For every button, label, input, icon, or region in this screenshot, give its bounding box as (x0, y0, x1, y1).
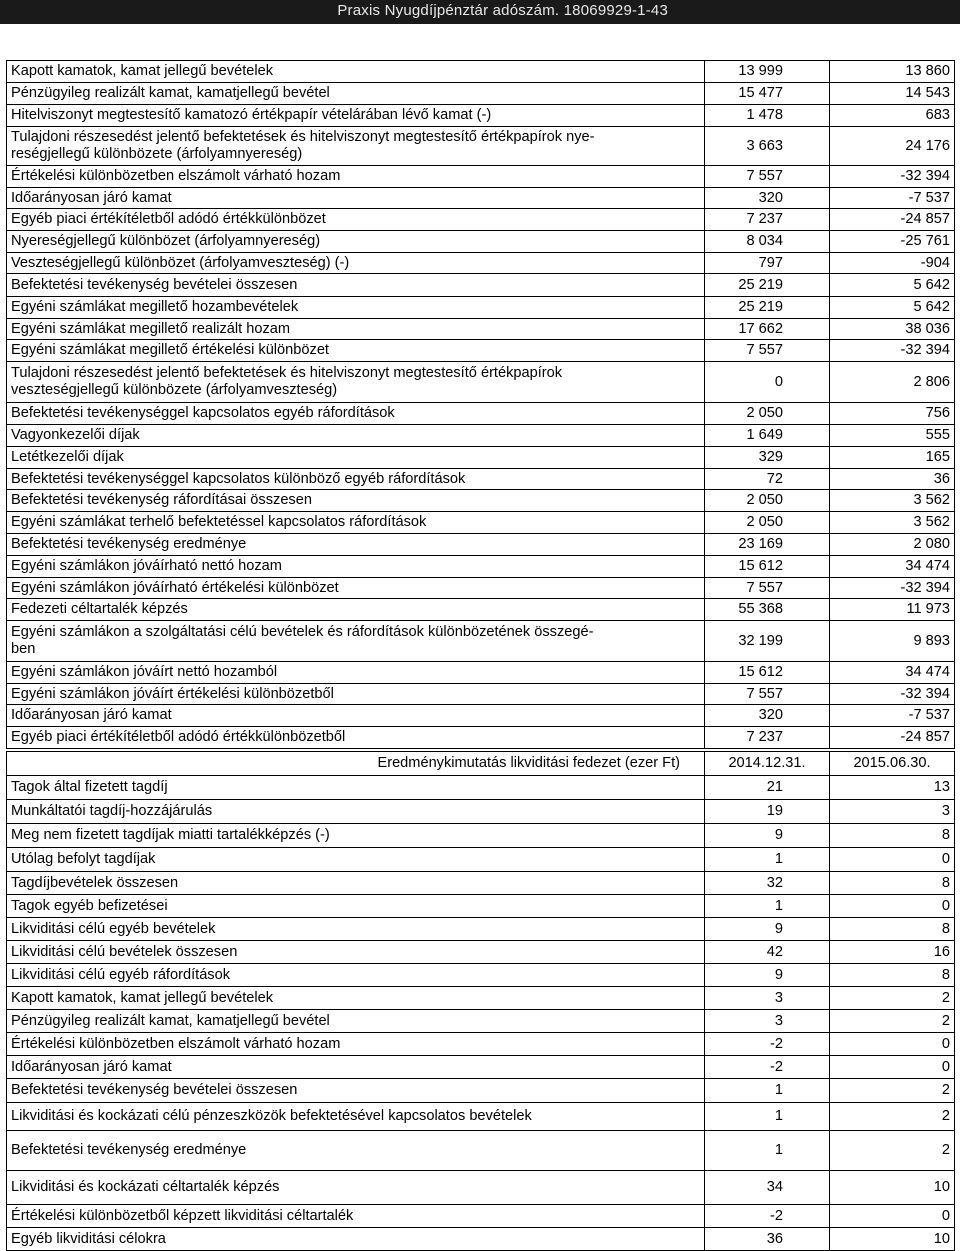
value-col2: 2 806 (830, 362, 955, 403)
table-row (7, 83, 955, 105)
row-label (7, 684, 705, 705)
row-label (7, 274, 705, 297)
value-col1: 1 (705, 1131, 830, 1171)
row-label (7, 776, 705, 800)
value-col2: 13 (830, 776, 955, 800)
row-label (7, 1131, 705, 1171)
value-col1: 1 (705, 895, 830, 918)
value-col2: 0 (830, 848, 955, 872)
value-col1: 55 368 (705, 599, 830, 621)
row-label-text: Tagok egyéb befizetései (11, 897, 168, 914)
table-row (7, 941, 955, 964)
table-row (7, 490, 955, 512)
value-col1: 1 (705, 848, 830, 872)
value-col1: 1 (705, 1079, 830, 1103)
value-col1: 21 (705, 776, 830, 800)
value-col2: 5 642 (830, 274, 955, 297)
row-label (7, 469, 705, 490)
value-col1: 19 (705, 800, 830, 824)
value-col1: 7 557 (705, 340, 830, 362)
row-label-text-continued: veszteségjellegű különbözete (árfolyamveszteség) (11, 382, 338, 398)
value-col2: -32 394 (830, 166, 955, 188)
table-row (7, 578, 955, 599)
row-label-text: Egyéni számlákat megillető realizált hozam (11, 320, 291, 337)
value-col1: 1 478 (705, 105, 830, 127)
row-label (7, 872, 705, 895)
value-col2: 3 562 (830, 512, 955, 534)
row-label-text: Befektetési tevékenység eredménye (11, 536, 247, 552)
row-label-text: Egyéni számlákon a szolgáltatási célú bevételek és ráfordítások különbözetének összegé- (11, 624, 594, 640)
row-label (7, 534, 705, 556)
row-label-text: Befektetési tevékenységgel kapcsolatos egyéb ráfordítások (11, 405, 395, 421)
row-label (7, 1079, 705, 1103)
table-row (7, 534, 955, 556)
row-label (7, 231, 705, 253)
value-col1: 7 237 (705, 727, 830, 749)
row-label-text: Időarányosan járó kamat (11, 707, 172, 723)
table-row (7, 1033, 955, 1056)
value-col2: 16 (830, 941, 955, 964)
table-row (7, 319, 955, 340)
row-label (7, 941, 705, 964)
value-col1: 23 169 (705, 534, 830, 556)
value-col1: -2 (705, 1033, 830, 1056)
table-row (7, 1103, 955, 1131)
row-label (7, 621, 705, 662)
value-col1: 2 050 (705, 403, 830, 425)
table-row (7, 512, 955, 534)
row-label (7, 824, 705, 848)
row-label (7, 1205, 705, 1228)
value-col2: -25 761 (830, 231, 955, 253)
row-label-text: Egyéni számlákat terhelő befektetéssel kapcsolatos ráfordítások (11, 514, 427, 530)
row-label (7, 188, 705, 209)
value-col1: 15 477 (705, 83, 830, 105)
table-row (7, 599, 955, 621)
table-row (7, 918, 955, 941)
row-label-text: Egyéb piaci értékítéletből adódó értékkülönbözet (11, 211, 326, 227)
table-row (7, 61, 955, 83)
row-label (7, 105, 705, 127)
value-col1: 9 (705, 824, 830, 848)
table-header-row (7, 752, 955, 776)
value-col1: 329 (705, 447, 830, 469)
row-label-text: Egyéni számlákon jóváírható értékelési különbözet (11, 579, 339, 596)
value-col2: 34 474 (830, 556, 955, 578)
row-label (7, 1033, 705, 1056)
row-label-text: Időarányosan járó kamat (11, 189, 172, 206)
value-col2: 683 (830, 105, 955, 127)
value-col1: 32 199 (705, 621, 830, 662)
value-col2: 2 (830, 1079, 955, 1103)
table-row (7, 824, 955, 848)
table-row (7, 231, 955, 253)
table-row (7, 253, 955, 274)
table-row (7, 1228, 955, 1251)
value-col2: 2 (830, 1010, 955, 1033)
table-row (7, 1131, 955, 1171)
row-label-text: Befektetési tevékenység eredménye (11, 1142, 247, 1158)
value-col2: 34 474 (830, 662, 955, 684)
value-col1: 32 (705, 872, 830, 895)
value-col2: 165 (830, 447, 955, 469)
table-title: Eredménykimutatás likviditási fedezet (ezer Ft) (7, 752, 705, 776)
value-col2: 5 642 (830, 297, 955, 319)
row-label-text: Egyéni számlákon jóváírható nettó hozam (11, 558, 282, 574)
value-col2: 0 (830, 1033, 955, 1056)
table-row (7, 621, 955, 662)
table-row (7, 1079, 955, 1103)
row-label (7, 61, 705, 83)
row-label-text: Egyéni számlákat megillető hozambevételek (11, 299, 299, 315)
value-col2: 10 (830, 1171, 955, 1205)
table-row (7, 705, 955, 727)
table-row (7, 684, 955, 705)
investment-results-table (6, 60, 955, 749)
row-label-text: Egyéni számlákon jóváírt nettó hozamból (11, 664, 278, 680)
value-col1: 320 (705, 705, 830, 727)
row-label-text: Befektetési tevékenység ráfordításai összesen (11, 492, 312, 508)
value-col1: 1 649 (705, 425, 830, 447)
row-label (7, 362, 705, 403)
value-col1: 3 663 (705, 127, 830, 166)
table-row (7, 776, 955, 800)
row-label (7, 490, 705, 512)
table-row (7, 105, 955, 127)
row-label-text: Időarányosan járó kamat (11, 1058, 172, 1075)
row-label-text: Hitelviszonyt megtestesítő kamatozó értékpapír vételárában lévő kamat (-) (11, 107, 492, 123)
row-label (7, 895, 705, 918)
row-label-text: Értékelési különbözetben elszámolt várható hozam (11, 168, 341, 184)
row-label-text-continued: ben (11, 641, 36, 657)
value-col1: 320 (705, 188, 830, 209)
table-row (7, 727, 955, 749)
value-col1: 25 219 (705, 274, 830, 297)
table-row (7, 166, 955, 188)
table-row (7, 447, 955, 469)
value-col2: 11 973 (830, 599, 955, 621)
value-col2: 38 036 (830, 319, 955, 340)
value-col1: 25 219 (705, 297, 830, 319)
value-col2: 2 (830, 1131, 955, 1171)
value-col1: 7 557 (705, 166, 830, 188)
value-col1: 36 (705, 1228, 830, 1251)
row-label-text: Likviditási célú bevételek összesen (11, 943, 238, 960)
row-label-text: Kapott kamatok, kamat jellegű bevételek (11, 989, 274, 1006)
value-col2: 3 (830, 800, 955, 824)
row-label (7, 705, 705, 727)
row-label-text: Egyéb likviditási célokra (11, 1230, 166, 1247)
value-col2: 24 176 (830, 127, 955, 166)
table-row (7, 800, 955, 824)
row-label-text: Munkáltatói tagdíj-hozzájárulás (11, 803, 213, 819)
row-label (7, 1056, 705, 1079)
table-row (7, 127, 955, 166)
row-label (7, 1228, 705, 1251)
row-label-text: Tagdíjbevételek összesen (11, 874, 179, 891)
table-row (7, 1205, 955, 1228)
row-label-text: Tulajdoni részesedést jelentő befektetések és hitelviszonyt megtestesítő értékpapírok nye- (11, 129, 595, 145)
value-col2: 8 (830, 918, 955, 941)
row-label-text: Pénzügyileg realizált kamat, kamatjellegű bevétel (11, 1012, 330, 1029)
row-label-text: Befektetési tevékenység bevételei összesen (11, 1082, 298, 1098)
row-label (7, 556, 705, 578)
value-col2: 2 080 (830, 534, 955, 556)
table-row (7, 1056, 955, 1079)
row-label (7, 800, 705, 824)
row-label (7, 403, 705, 425)
row-label-text: Tagok által fizetett tagdíj (11, 779, 168, 795)
value-col2: 0 (830, 1205, 955, 1228)
value-col1: 797 (705, 253, 830, 274)
value-col2: 13 860 (830, 61, 955, 83)
row-label (7, 578, 705, 599)
value-col2: 2 (830, 1103, 955, 1131)
row-label (7, 319, 705, 340)
row-label (7, 297, 705, 319)
value-col2: 0 (830, 1056, 955, 1079)
table-row (7, 1171, 955, 1205)
document-title: Praxis Nyugdíjpénztár adószám. 18069929-1-43 (337, 2, 668, 19)
value-col2: 10 (830, 1228, 955, 1251)
table-row (7, 362, 955, 403)
value-col2: 8 (830, 872, 955, 895)
row-label-text: Nyereségjellegű különbözet (árfolyamnyereség) (11, 233, 321, 249)
value-col1: 3 (705, 987, 830, 1010)
row-label-text: Likviditási és kockázati célú pénzeszközök befektetésével kapcsolatos bevételek (11, 1108, 532, 1124)
value-col1: 2 050 (705, 512, 830, 534)
value-col1: 8 034 (705, 231, 830, 253)
value-col1: 15 612 (705, 662, 830, 684)
value-col1: 34 (705, 1171, 830, 1205)
page-header (0, 0, 960, 24)
row-label (7, 918, 705, 941)
value-col1: 7 237 (705, 209, 830, 231)
value-col2: 3 562 (830, 490, 955, 512)
row-label (7, 83, 705, 105)
table-row (7, 662, 955, 684)
value-col2: 36 (830, 469, 955, 490)
value-col1: 9 (705, 918, 830, 941)
value-col2: 2 (830, 987, 955, 1010)
value-col2: 8 (830, 824, 955, 848)
row-label-text: Értékelési különbözetből képzett likviditási céltartalék (11, 1207, 354, 1224)
row-label (7, 166, 705, 188)
value-col1: 3 (705, 1010, 830, 1033)
value-col2: -7 537 (830, 188, 955, 209)
row-label-text: Vagyonkezelői díjak (11, 427, 140, 443)
value-col2: -32 394 (830, 684, 955, 705)
row-label-text: Pénzügyileg realizált kamat, kamatjellegű bevétel (11, 85, 330, 101)
liquidity-coverage-table (6, 751, 955, 1251)
table-row (7, 274, 955, 297)
value-col2: -904 (830, 253, 955, 274)
value-col1: 2 050 (705, 490, 830, 512)
value-col1: 7 557 (705, 578, 830, 599)
value-col2: -24 857 (830, 727, 955, 749)
value-col2: 0 (830, 895, 955, 918)
row-label (7, 964, 705, 987)
table-row (7, 872, 955, 895)
row-label (7, 599, 705, 621)
row-label (7, 662, 705, 684)
row-label-text: Befektetési tevékenység bevételei összesen (11, 276, 298, 293)
column-header-2014: 2014.12.31. (705, 752, 830, 776)
row-label-text: Likviditási célú egyéb ráfordítások (11, 966, 231, 983)
row-label-text: Letétkezelői díjak (11, 449, 124, 465)
table-row (7, 556, 955, 578)
row-label-text: Likviditási célú egyéb bevételek (11, 920, 216, 937)
value-col1: 1 (705, 1103, 830, 1131)
row-label (7, 987, 705, 1010)
table-row (7, 895, 955, 918)
value-col1: 17 662 (705, 319, 830, 340)
value-col2: 756 (830, 403, 955, 425)
value-col2: -24 857 (830, 209, 955, 231)
value-col2: 14 543 (830, 83, 955, 105)
row-label (7, 127, 705, 166)
value-col1: 0 (705, 362, 830, 403)
value-col2: 9 893 (830, 621, 955, 662)
row-label (7, 1010, 705, 1033)
value-col1: -2 (705, 1056, 830, 1079)
row-label (7, 512, 705, 534)
row-label-text: Kapott kamatok, kamat jellegű bevételek (11, 63, 274, 79)
value-col1: 42 (705, 941, 830, 964)
row-label (7, 1103, 705, 1131)
value-col1: 15 612 (705, 556, 830, 578)
table-row (7, 188, 955, 209)
value-col1: 72 (705, 469, 830, 490)
table-row (7, 987, 955, 1010)
row-label-text: Befektetési tevékenységgel kapcsolatos különböző egyéb ráfordítások (11, 470, 466, 487)
table-row (7, 469, 955, 490)
row-label-text: Veszteségjellegű különbözet (árfolyamveszteség) (-) (11, 254, 350, 271)
row-label-text-continued: reségjellegű különbözete (árfolyamnyereség) (11, 146, 303, 162)
row-label (7, 209, 705, 231)
column-header-2015: 2015.06.30. (830, 752, 955, 776)
row-label (7, 340, 705, 362)
row-label (7, 1171, 705, 1205)
value-col1: -2 (705, 1205, 830, 1228)
row-label-text: Fedezeti céltartalék képzés (11, 601, 188, 617)
table-row (7, 964, 955, 987)
row-label-text: Egyéni számlákat megillető értékelési különbözet (11, 342, 329, 358)
row-label (7, 425, 705, 447)
row-label-text: Értékelési különbözetben elszámolt várható hozam (11, 1035, 341, 1052)
row-label (7, 253, 705, 274)
value-col1: 9 (705, 964, 830, 987)
table-row (7, 209, 955, 231)
row-label-text: Tulajdoni részesedést jelentő befektetések és hitelviszonyt megtestesítő értékpapírok (11, 365, 563, 381)
row-label (7, 727, 705, 749)
value-col2: 8 (830, 964, 955, 987)
row-label-text: Utólag befolyt tagdíjak (11, 851, 156, 867)
row-label (7, 848, 705, 872)
row-label-text: Likviditási és kockázati céltartalék képzés (11, 1179, 280, 1195)
value-col2: -32 394 (830, 340, 955, 362)
row-label-text: Egyéni számlákon jóváírt értékelési különbözetből (11, 685, 334, 702)
table-row (7, 1010, 955, 1033)
row-label-text: Egyéb piaci értékítéletből adódó értékkülönbözetből (11, 729, 346, 745)
value-col1: 7 557 (705, 684, 830, 705)
table-row (7, 403, 955, 425)
value-col1: 13 999 (705, 61, 830, 83)
value-col2: 555 (830, 425, 955, 447)
table-row (7, 340, 955, 362)
value-col2: -7 537 (830, 705, 955, 727)
row-label (7, 447, 705, 469)
row-label-text: Meg nem fizetett tagdíjak miatti tartalékképzés (-) (11, 827, 330, 843)
value-col2: -32 394 (830, 578, 955, 599)
table-row (7, 848, 955, 872)
table-row (7, 425, 955, 447)
table-row (7, 297, 955, 319)
